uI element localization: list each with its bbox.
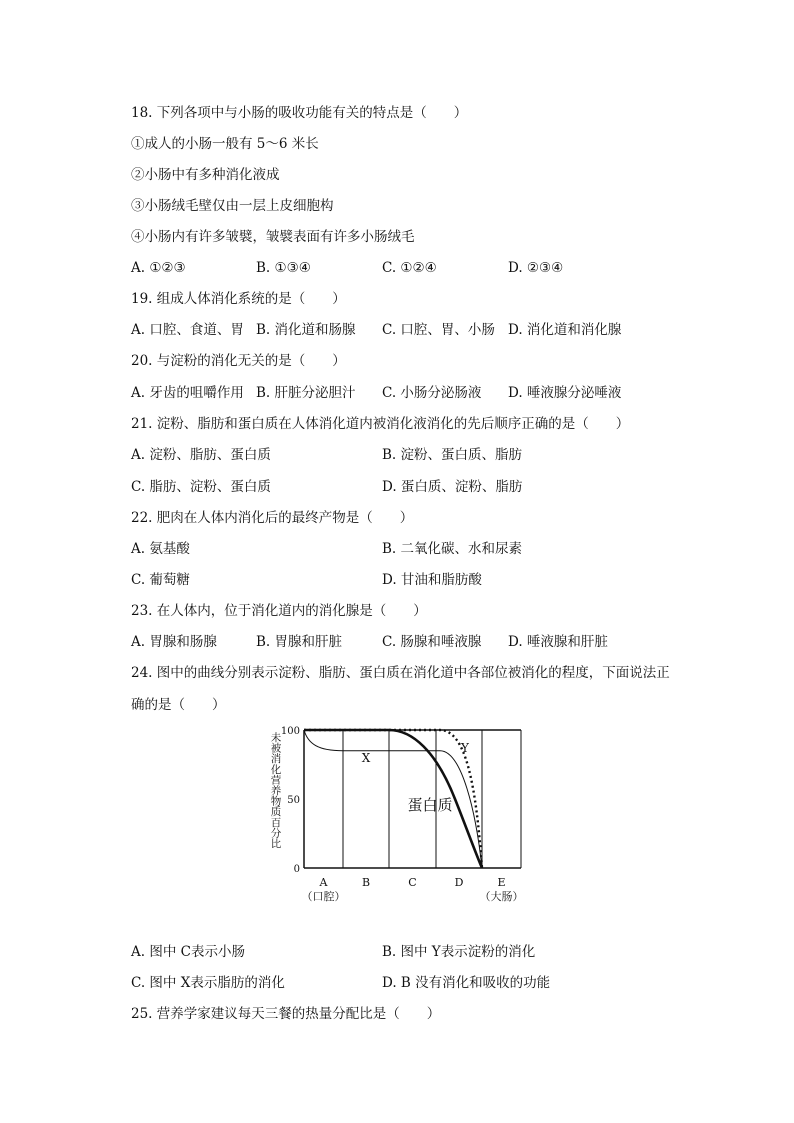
chart-x-tick-label: A xyxy=(319,876,328,889)
question-18-stem: 18. 下列各项中与小肠的吸收功能有关的特点是（ ） xyxy=(131,105,468,121)
question-23-option-a: A. 胃腺和肠腺 xyxy=(131,634,217,650)
chart-annotation-protein: 蛋白质 xyxy=(407,796,453,814)
chart-y-label-char: 养 xyxy=(270,785,282,797)
chart-y-label-char: 物 xyxy=(270,795,282,808)
question-24-option-d: D. B 没有消化和吸收的功能 xyxy=(382,975,551,991)
chart-y-tick-label: 50 xyxy=(287,795,300,806)
chart-y-tick-label: 100 xyxy=(280,726,300,737)
chart-y-label-char: 比 xyxy=(270,838,282,850)
question-21-option-b: B. 淀粉、蛋白质、脂肪 xyxy=(382,447,523,463)
question-22-option-c: C. 葡萄糖 xyxy=(131,572,190,588)
question-19-stem: 19. 组成人体消化系统的是（ ） xyxy=(131,291,346,307)
chart-x-tick-note: （口腔） xyxy=(301,890,346,903)
chart-x-tick-note: （大肠） xyxy=(479,890,524,903)
chart-y-tick-label: 0 xyxy=(293,864,300,875)
question-18-item-3: ③小肠绒毛壁仅由一层上皮细胞构 xyxy=(131,198,334,214)
chart-annotation-x: X xyxy=(361,751,371,765)
question-18-option-d: D. ②③④ xyxy=(508,260,564,276)
question-24-option-b: B. 图中 Y表示淀粉的消化 xyxy=(382,944,536,960)
chart-y-label-char: 营 xyxy=(270,774,282,787)
question-22-option-d: D. 甘油和脂肪酸 xyxy=(382,572,482,588)
question-18-item-4: ④小肠内有许多皱襞，皱襞表面有许多小肠绒毛 xyxy=(131,229,415,245)
chart-y-label-char: 消 xyxy=(270,753,282,766)
question-22-stem: 22. 肥肉在人体内消化后的最终产物是（ ） xyxy=(131,510,414,526)
question-19-option-b: B. 消化道和肠腺 xyxy=(256,322,356,338)
chart-series-x-line xyxy=(304,730,482,868)
question-19-option-d: D. 消化道和消化腺 xyxy=(508,322,622,338)
question-21-option-c: C. 脂肪、淀粉、蛋白质 xyxy=(131,479,271,495)
chart-y-label-char: 未 xyxy=(270,732,282,744)
question-20-stem: 20. 与淀粉的消化无关的是（ ） xyxy=(131,353,346,369)
question-22-option-b: B. 二氧化碳、水和尿素 xyxy=(382,541,523,557)
question-18-option-a: A. ①②③ xyxy=(131,260,186,276)
chart-x-tick-label: D xyxy=(454,876,464,889)
question-24-option-a: A. 图中 C表示小肠 xyxy=(131,944,245,960)
question-24-option-c: C. 图中 X表示脂肪的消化 xyxy=(131,975,285,991)
chart-y-label-char: 被 xyxy=(270,742,282,755)
question-20-option-a: A. 牙齿的咀嚼作用 xyxy=(131,385,244,401)
question-20-option-b: B. 肝脏分泌胆汁 xyxy=(256,385,356,401)
question-22-option-a: A. 氨基酸 xyxy=(131,541,190,557)
question-24-stem: 24. 图中的曲线分别表示淀粉、脂肪、蛋白质在消化道中各部位被消化的程度，下面说法正 xyxy=(131,665,670,681)
chart-y-label-char: 化 xyxy=(270,763,282,776)
chart-y-label-char: 百 xyxy=(270,816,282,829)
question-19-option-a: A. 口腔、食道、胃 xyxy=(131,322,244,338)
question-21-option-d: D. 蛋白质、淀粉、脂肪 xyxy=(382,479,523,495)
question-25-stem: 25. 营养学家建议每天三餐的热量分配比是（ ） xyxy=(131,1006,441,1022)
question-18-option-c: C. ①②④ xyxy=(382,260,437,276)
question-23-stem: 23. 在人体内，位于消化道内的消化腺是（ ） xyxy=(131,603,427,619)
question-19-option-c: C. 口腔、胃、小肠 xyxy=(382,322,495,338)
chart-x-tick-label: E xyxy=(497,876,506,889)
question-18-item-2: ②小肠中有多种消化液成 xyxy=(131,167,280,183)
chart-y-label-char: 质 xyxy=(270,806,282,819)
question-21-stem: 21. 淀粉、脂肪和蛋白质在人体消化道内被消化液消化的先后顺序正确的是（ ） xyxy=(131,416,630,432)
question-20-option-d: D. 唾液腺分泌唾液 xyxy=(508,385,622,401)
question-23-option-c: C. 肠腺和唾液腺 xyxy=(382,634,482,650)
chart-series-protein-line xyxy=(304,730,482,868)
question-23-option-b: B. 胃腺和肝脏 xyxy=(256,634,343,650)
question-18-option-b: B. ①③④ xyxy=(256,260,311,276)
question-18-item-1: ①成人的小肠一般有 5～6 米长 xyxy=(131,136,319,152)
question-23-option-d: D. 唾液腺和肝脏 xyxy=(508,634,608,650)
chart-annotation-y: Y xyxy=(461,741,469,755)
chart-x-tick-label: B xyxy=(361,876,371,889)
chart-y-label-char: 分 xyxy=(270,827,282,840)
chart-x-tick-label: C xyxy=(408,876,417,889)
chart-series-y-line xyxy=(304,730,482,868)
question-20-option-c: C. 小肠分泌肠液 xyxy=(382,385,482,401)
question-24-stem-continued: 确的是（ ） xyxy=(131,697,226,713)
question-21-option-a: A. 淀粉、脂肪、蛋白质 xyxy=(131,447,271,463)
